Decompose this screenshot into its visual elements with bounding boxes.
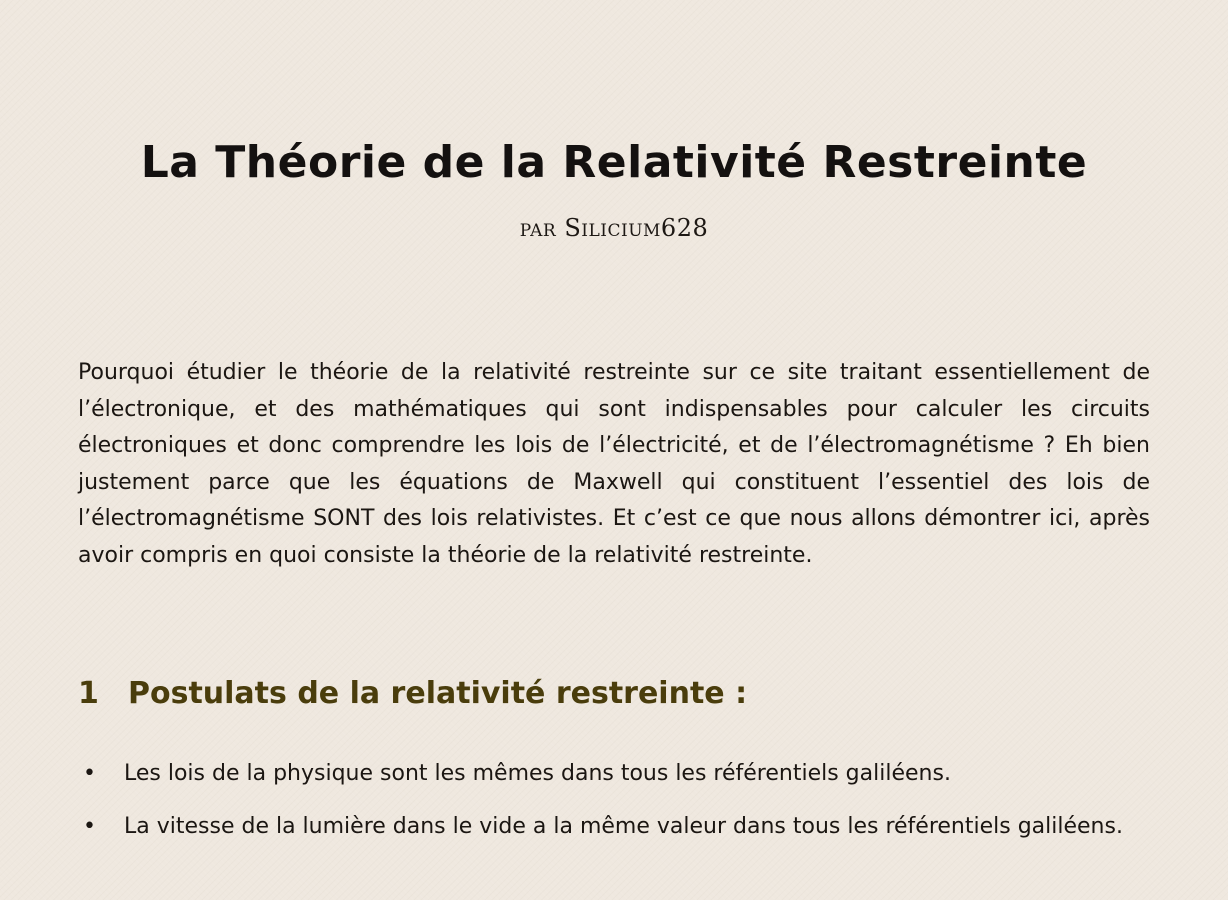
section-title: Postulats de la relativité restreinte : [128,676,748,711]
list-item [78,756,1150,793]
bullet-icon: • [83,761,96,786]
bullet-icon: • [83,813,96,839]
author-line: par Silicium628 [519,214,709,242]
postulate-text: La vitesse de la lumière dans le vide a la même valeur dans tous les référentiels galiléens. [124,813,1123,839]
list-item [78,809,1150,846]
postulate-text: Les lois de la physique sont les mêmes dans tous les référentiels galiléens. [124,761,951,786]
postulates-list [78,756,1150,861]
intro-paragraph: Pourquoi étudier le théorie de la relativité restreinte sur ce site traitant essentiellement de l’électronique, et des mathématiques qui sont indispensables pour calculer les circuits électroniques et donc comprendre les lois de l’électricité, et de l’électromagnétisme ? Eh bien justement parce que les équations de Maxwell qui constituent l’essentiel des lois de l’électromagnétisme SONT des lois relativistes. Et c’est ce que nous allons démontrer ici, après avoir compris en quoi consiste la théorie de la relativité restreinte. [78,360,1150,568]
document-title: La Théorie de la Relativité Restreinte [140,137,1088,189]
section-heading [78,674,1150,714]
section-number: 1 [78,676,99,711]
